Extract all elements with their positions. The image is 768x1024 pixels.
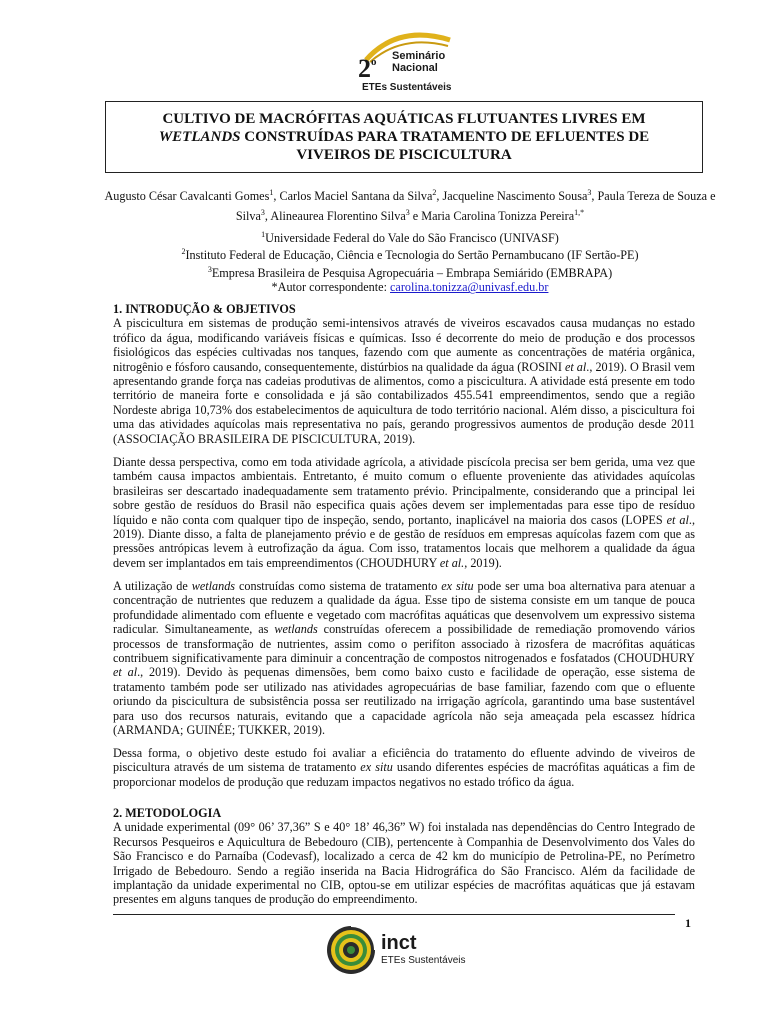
section-2-heading: 2. METODOLOGIA — [113, 806, 222, 820]
author-3: , Jacqueline Nascimento Sousa — [436, 189, 588, 204]
corresponding-author — [100, 280, 720, 294]
methodology-paragraph-1: A unidade experimental (09° 06’ 37,36” S e 40° 18’ 46,36” W) foi instalada nas dependências do Centro Integrado de Recursos Pesqueiros e Aquicultura de Bebedouro (CIB), pertencente à Companhia de Desenvolvimento dos Vales do São Francisco e do Parnaíba (Codevasf), localizado a cerca de 42 km do município de Petrolina-PE, no Perímetro Irrigado de Bebedouro. Sendo a região inserida na Bacia Hidrográfica do São Francisco. Além da facilidade de implantação da unidade experimental no CIB, optou-se em utilizar espécies de macrófitas aquáticas que já estavam presentes em alguns tanques de produção do empreendimento. — [113, 820, 695, 907]
affiliation-3-text: Empresa Brasileira de Pesquisa Agropecuária – Embrapa Semiárido (EMBRAPA) — [211, 266, 613, 280]
intro-paragraph-2-block — [113, 455, 695, 570]
seminar-logo-line1: Seminário — [392, 50, 446, 62]
intro-paragraph-1 — [113, 316, 695, 446]
intro-p2-text-b: ., 2019). Diante disso, a falta de planejamento prévio e de gestão de resíduos em empresas aquícolas fazem com que as pressões antrópicas levem à eutrofização da água. Com isso, tratamentos locais que melhorem a qualidade da água devem ser implantados em tais empreendimentos (CHOUDHURY — [113, 512, 695, 570]
inct-logo — [325, 920, 485, 982]
intro-p3-text-c: pode ser uma boa alternativa para atenuar a concentração de nutrientes que reduzem a qualidade da água. Esse tipo de sistema consiste em um tanque de pouca profundidade alimentado com efluente e vegetado com macrófitas aquáticas que desenvolvem um expressivo sistema radicular. Simultaneamente, as — [113, 579, 695, 637]
intro-p3-text-a: A utilização de — [113, 579, 192, 593]
affiliation-3 — [100, 263, 720, 280]
intro-p1-etal: et al — [564, 359, 587, 374]
intro-paragraph-3 — [113, 579, 695, 737]
intro-p3-wetlands-2: wetlands — [274, 622, 318, 637]
affiliation-2-text: Instituto Federal de Educação, Ciência e Tecnologia do Sertão Pernambucano (IF Sertão-PE) — [185, 248, 639, 263]
intro-p2-text-c: , 2019). — [464, 555, 502, 570]
author-1-affil: 1 — [269, 188, 274, 197]
affiliation-2 — [100, 245, 720, 262]
intro-paragraph-2 — [113, 455, 695, 570]
author-5-affil: 3 — [405, 207, 410, 217]
author-list — [100, 185, 720, 224]
section-introduction — [113, 302, 695, 446]
author-4: , Paula Tereza de Souza e Silva — [235, 189, 716, 223]
intro-p4-text-b: usando diferentes espécies de macrófitas aquáticas a fim de proporcionar modelos de produção que reduzam impactos negativos no estado trófico da água. — [113, 760, 695, 789]
seminar-logo-line2: Nacional — [392, 62, 438, 74]
author-5: , Alineaurea Florentino Silva — [264, 208, 406, 223]
intro-p1-text-b: ., 2019). O Brasil vem apresentando grande força nas cadeias produtivas de alimentos, como a piscicultura. A atividade está presente em todo território de maneira forte e consolidada e já são contabilizados 455.541 empreendimentos, sendo que a região Nordeste abriga 10,73% dos estabelecimentos de aquicultura de todo território nacional. Além disso, a piscicultura foi uma das atividades aquícolas mais representativa no país, gerando progressivos aumentos de produção desde 2011 (ASSOCIAÇÃO BRASILEIRA DE PISCICULTURA, 2019). — [113, 359, 695, 446]
author-6: e Maria Carolina Tonizza Pereira — [409, 208, 575, 223]
intro-p3-ex-situ: ex situ — [441, 579, 474, 593]
intro-p1-text-a: A piscicultura em sistemas de produção semi-intensivos através de viveiros escavados causa mudanças no estado trófico da água, modificando variáveis físicas e químicas. Isso é decorrente do meio de produção e dos processos fisiológicos das espécies cultivadas nos tanques, fazendo com que aumente as concentrações de matéria orgânica, nitrogênio e fósforo causando, consequentemente, distúrbios na qualidade da água (ROSINI — [113, 316, 695, 374]
affiliation-3-marker: 3 — [207, 264, 212, 274]
intro-paragraph-3-block — [113, 579, 695, 737]
author-2: , Carlos Maciel Santana da Silva — [273, 189, 433, 204]
section-1-heading: 1. INTRODUÇÃO & OBJETIVOS — [113, 302, 296, 316]
author-6-affil: 1,* — [574, 207, 585, 217]
inct-swirl-icon — [325, 922, 377, 978]
intro-p3-text-b: construídas como sistema de tratamento — [235, 579, 442, 593]
affiliation-1-marker: 1 — [261, 230, 266, 239]
title-wetlands: WETLANDS — [158, 129, 241, 145]
intro-p2-etal-2: et al. — [439, 555, 465, 570]
intro-p4-text-a: Dessa forma, o objetivo deste estudo foi avaliar a eficiência do tratamento do efluente advindo de viveiros de piscicultura através de um sistema de tratamento — [113, 746, 695, 775]
seminar-edition-number: 2$^o$ — [358, 54, 377, 83]
intro-p3-wetlands-1: wetlands — [191, 579, 236, 593]
corresponding-author-label: *Autor correspondente: — [271, 280, 391, 295]
affiliation-1 — [100, 228, 720, 245]
affiliations — [100, 228, 720, 295]
title-line-2 — [159, 128, 649, 146]
seminar-logo-line3: ETEs Sustentáveis — [362, 82, 452, 93]
intro-paragraph-4-block — [113, 746, 695, 789]
author-1: Augusto César Cavalcanti Gomes — [104, 189, 270, 204]
inct-wordmark: inct — [381, 932, 417, 954]
intro-p2-etal: et al — [666, 512, 689, 527]
seminar-logo — [358, 30, 480, 96]
intro-p3-etal: et al — [113, 665, 138, 680]
intro-paragraph-4 — [113, 746, 695, 789]
footer-divider — [113, 914, 675, 915]
title-line-2-rest: CONSTRUÍDAS PARA TRATAMENTO DE EFLUENTES DE — [240, 129, 650, 145]
intro-p4-ex-situ: ex situ — [360, 760, 393, 775]
affiliation-2-marker: 2 — [181, 247, 186, 257]
affiliation-1-text: Universidade Federal do Vale do São Francisco (UNIVASF) — [265, 231, 559, 246]
inct-subtitle: ETEs Sustentáveis — [381, 955, 466, 966]
page-number: 1 — [685, 916, 691, 930]
intro-p3-text-e: ., 2019). Devido às pequenas dimensões, bem como baixo custo e facilidade de operação, esse sistema de tratamento também pode ser utilizado nas atividades agropecuárias de base familiar, fazendo com que o efluente oriundo da piscicultura de subsistência possa ser reutilizado na irrigação agrícola, garantindo uma base sustentável para uso dos recursos naturais, evitando que a capacidade agrícola não seja ameaçada pela escassez hídrica (ARMANDA; GUINÉE; TUKKER, 2019). — [113, 665, 695, 738]
title-line-1: CULTIVO DE MACRÓFITAS AQUÁTICAS FLUTUANTES LIVRES EM — [162, 111, 646, 127]
author-2-affil: 2 — [432, 188, 437, 197]
title-line-3: VIVEIROS DE PISCICULTURA — [296, 147, 512, 163]
intro-p3-text-d: construídas oferecem a possibilidade de remediação promovendo vários processos de transformação de nutrientes, assim como o perifíton associado à rizosfera de macrófitas aquáticas contribuem significativamente para diminuir a concentração de compostos nitrogenados e fosfatados (CHOUDHURY — [113, 622, 695, 666]
corresponding-email-link[interactable]: carolina.tonizza@univasf.edu.br — [390, 280, 549, 295]
author-3-affil: 3 — [587, 188, 592, 197]
intro-p2-text-a: Diante dessa perspectiva, como em toda atividade agrícola, a atividade piscícola precisa ser bem gerida, uma vez que também causa impactos ambientais. Entretanto, é muito comum o efluente proveniente das atividades aquícolas brasileiras ser descartado inadequadamente sem tratamento prévio. Principalmente, considerando que a principal lei sobre gestão de resíduos do Brasil não especifica quais ações devem ser implementadas para esse tipo de resíduo líquido e não conta com qualquer tipo de inspeção, sendo, portanto, inaplicável na maioria dos casos (LOPES — [113, 455, 695, 527]
paper-title — [105, 101, 703, 173]
section-methodology — [113, 806, 695, 907]
author-4-affil: 3 — [260, 207, 265, 217]
